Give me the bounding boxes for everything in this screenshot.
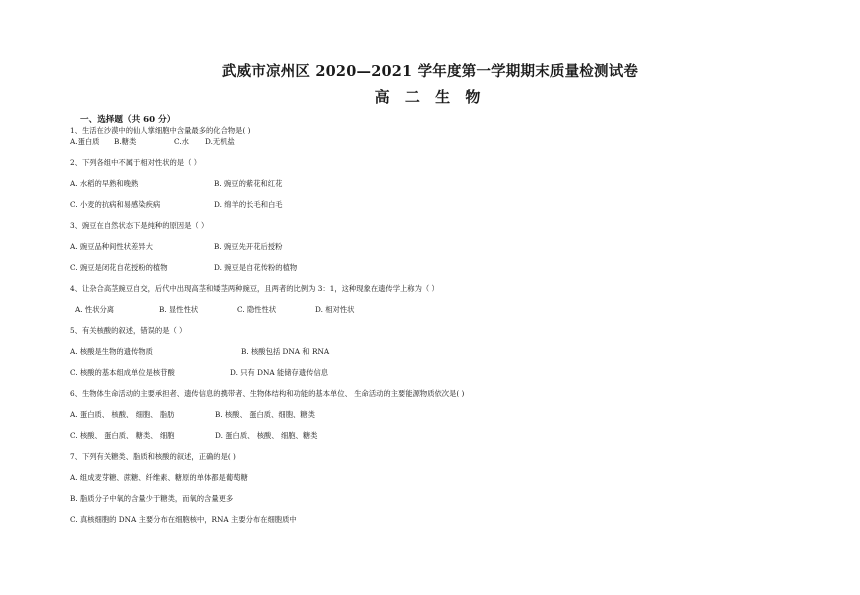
option-c: C. 核酸、 蛋白质、 糖类、 细胞 xyxy=(70,431,175,440)
option-b: B. 豌豆先开花后授粉 xyxy=(214,242,283,251)
option-c: C. 豌豆是闭花自花授粉的植物 xyxy=(70,263,168,272)
question-2-options-row-1 xyxy=(70,179,282,189)
question-6-options-row-1 xyxy=(70,410,315,420)
question-5-options-row-1 xyxy=(70,347,329,357)
question-7-option-b: B. 脂质分子中氧的含量少于糖类，而氧的含量更多 xyxy=(70,494,234,503)
section-heading: 一、选择题（共 60 分） xyxy=(80,115,176,125)
option-a: A. 豌豆品种间性状差异大 xyxy=(70,242,153,251)
option-c: C.水 xyxy=(174,137,189,146)
option-c: C. 小麦的抗病和易感染疾病 xyxy=(70,200,161,209)
option-d: D. 蛋白质、 核酸、 细胞、糖类 xyxy=(215,431,318,440)
option-b: B. 豌豆的紫花和红花 xyxy=(214,179,283,188)
question-2-options-row-2 xyxy=(70,200,283,210)
question-7-option-c: C. 真核细胞的 DNA 主要分布在细胞核中，RNA 主要分布在细胞质中 xyxy=(70,515,297,524)
option-d: D. 只有 DNA 能储存遗传信息 xyxy=(230,368,329,377)
option-d: D. 豌豆是自花传粉的植物 xyxy=(214,263,298,272)
option-a: A. 性状分离 xyxy=(75,305,115,314)
question-1-stem: 1、生活在沙漠中的仙人掌细胞中含量最多的化合物是( ) xyxy=(70,126,251,135)
option-d: D. 相对性状 xyxy=(315,305,355,314)
option-a: A. 水稻的早熟和晚熟 xyxy=(70,179,139,188)
option-d: D.无机盐 xyxy=(205,137,235,146)
question-4-stem: 4、让杂合高茎豌豆自交，后代中出现高茎和矮茎两种豌豆，且两者的比例为 3：1，这种现象在遗传学上称为（ ） xyxy=(70,284,439,293)
question-6-stem: 6、生物体生命活动的主要承担者、遗传信息的携带者、生物体结构和功能的基本单位、 生命活动的主要能源物质依次是( ) xyxy=(70,389,465,398)
question-7-stem: 7、下列有关糖类、脂质和核酸的叙述，正确的是( ) xyxy=(70,452,236,461)
question-2-stem: 2、下列各组中不属于相对性状的是（ ） xyxy=(70,158,202,167)
option-b: B.糖类 xyxy=(114,137,137,146)
question-5-options-row-2 xyxy=(70,368,328,378)
question-6-options-row-2 xyxy=(70,431,317,441)
question-3-options-row-1 xyxy=(70,242,282,252)
option-b: B. 核酸包括 DNA 和 RNA xyxy=(241,347,330,356)
option-a: A.蛋白质 xyxy=(70,137,100,146)
question-3-stem: 3、豌豆在自然状态下是纯种的原因是（ ） xyxy=(70,221,209,230)
option-a: A. 核酸是生物的遗传物质 xyxy=(70,347,153,356)
option-c: C. 隐性性状 xyxy=(237,305,277,314)
question-3-options-row-2 xyxy=(70,263,297,273)
option-c: C. 核酸的基本组成单位是核苷酸 xyxy=(70,368,175,377)
question-7-option-a: A. 组成麦芽糖、蔗糖、纤维素、糖原的单体都是葡萄糖 xyxy=(70,473,248,482)
question-1-options xyxy=(70,137,235,147)
exam-title: 武威市凉州区 2020—2021 学年度第一学期期末质量检测试卷 xyxy=(221,63,639,80)
option-b: B. 核酸、 蛋白质、细胞、糖类 xyxy=(215,410,315,419)
option-a: A. 蛋白质、 核酸、 细胞、 脂肪 xyxy=(70,410,175,419)
option-b: B. 显性性状 xyxy=(159,305,199,314)
question-5-stem: 5、有关核酸的叙述，错误的是（ ） xyxy=(70,326,187,335)
option-d: D. 绵羊的长毛和白毛 xyxy=(214,200,283,209)
question-4-options xyxy=(75,305,354,315)
exam-subject: 高 二 生 物 xyxy=(374,88,486,106)
